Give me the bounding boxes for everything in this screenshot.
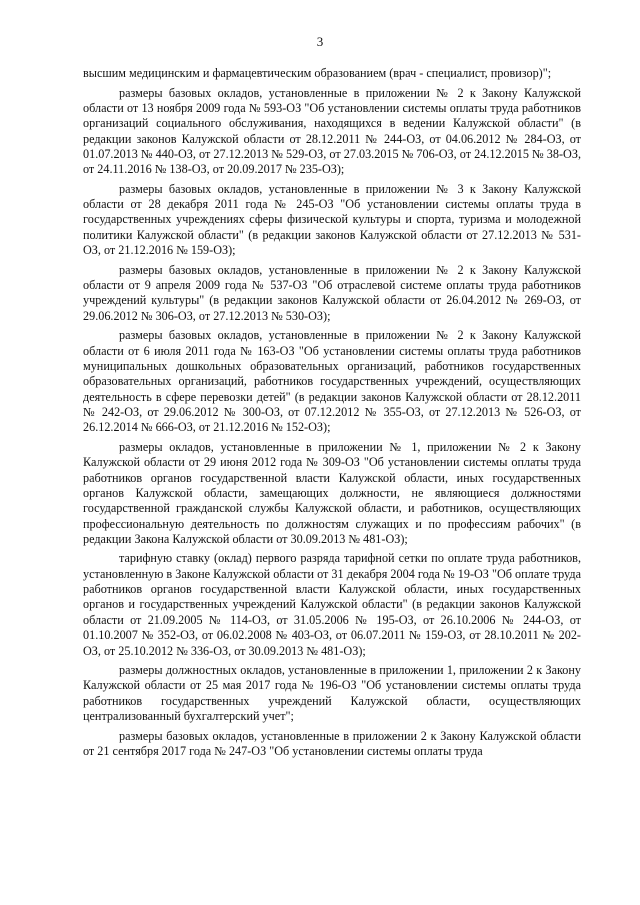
paragraph-law-196: размеры должностных окладов, установленные в приложении 1, приложении 2 к Закону Калужской области от 25 мая 2017 года № 196-ОЗ "Об установлении системы оплаты труда работников государственных учреждений Калужской области, осуществляющих централизованный бухгалтерский учет"; xyxy=(83,663,581,724)
paragraph-law-593: размеры базовых окладов, установленные в приложении № 2 к Закону Калужской области от 13 ноября 2009 года № 593-ОЗ "Об установлении системы оплаты труда работников организаций социального обслуживания, находящихся в ведении Калужской области" (в редакции законов Калужской области от 28.12.2011 № 244-ОЗ, от 04.06.2012 № 284-ОЗ, от 01.07.2013 № 440-ОЗ, от 27.12.2013 № 529-ОЗ, от 27.03.2015 № 706-ОЗ, от 24.12.2015 № 38-ОЗ, от 24.11.2016 № 138-ОЗ, от 20.09.2017 № 235-ОЗ); xyxy=(83,85,581,177)
paragraph-law-537: размеры базовых окладов, установленные в приложении № 2 к Закону Калужской области от 9 апреля 2009 года № 537-ОЗ "Об отраслевой системе оплаты труда работников учреждений культуры" (в редакции законов Калужской области от 26.04.2012 № 269-ОЗ, от 29.06.2012 № 306-ОЗ, от 27.12.2013 № 530-ОЗ); xyxy=(83,262,581,323)
paragraph-law-19: тарифную ставку (оклад) первого разряда тарифной сетки по оплате труда работников, установленную в Законе Калужской области от 31 декабря 2004 года № 19-ОЗ "Об оплате труда работников органов государственной власти Калужской области, иных государственных органов и государственных учреждений Калужской области" (в редакции законов Калужской области от 21.09.2005 № 114-ОЗ, от 31.05.2006 № 195-ОЗ, от 26.10.2006 № 244-ОЗ, от 01.10.2007 № 352-ОЗ, от 06.02.2008 № 403-ОЗ, от 06.07.2011 № 159-ОЗ, от 28.10.2011 № 202-ОЗ, от 25.10.2012 № 336-ОЗ, от 30.09.2013 № 481-ОЗ); xyxy=(83,551,581,658)
paragraph-law-245: размеры базовых окладов, установленные в приложении № 3 к Закону Калужской области от 28 декабря 2011 года № 245-ОЗ "Об установлении системы оплаты труда в государственных учреждениях сферы физической культуры и спорта, туризма и молодежной политики Калужской области" (в редакции законов Калужской области от 27.12.2013 № 531-ОЗ, от 21.12.2016 № 159-ОЗ); xyxy=(83,181,581,258)
paragraph-continuation: высшим медицинским и фармацевтическим образованием (врач - специалист, провизор)"; xyxy=(83,66,552,80)
page-number: 3 xyxy=(316,34,324,49)
paragraph-law-163: размеры базовых окладов, установленные в приложении № 2 к Закону Калужской области от 6 июля 2011 года № 163-ОЗ "Об установлении системы оплаты труда работников муниципальных дошкольных образовательных организаций, работников государственных образовательных организаций, работников государственных учреждений, осуществляющих деятельность в сфере перевозки детей" (в редакции законов Калужской области от 28.12.2011 № 242-ОЗ, от 29.06.2012 № 300-ОЗ, от 07.12.2012 № 355-ОЗ, от 27.12.2013 № 526-ОЗ, от 26.12.2014 № 666-ОЗ, от 21.12.2016 № 152-ОЗ); xyxy=(83,328,581,435)
paragraph-law-309: размеры окладов, установленные в приложении № 1, приложении № 2 к Закону Калужской области от 29 июня 2012 года № 309-ОЗ "Об установлении системы оплаты труда работников органов государственной власти Калужской области, иных государственных органов Калужской области, замещающих должности, не являющиеся должностями государственной гражданской службы Калужской области, и работников, осуществляющих профессиональную деятельность по должностям служащих и по профессиям рабочих" (в редакции Закона Калужской области от 30.09.2013 № 481-ОЗ); xyxy=(83,439,581,546)
document-body xyxy=(83,66,581,763)
paragraph-law-247: размеры базовых окладов, установленные в приложении 2 к Закону Калужской области от 21 сентября 2017 года № 247-ОЗ "Об установлении системы оплаты труда xyxy=(83,728,581,758)
